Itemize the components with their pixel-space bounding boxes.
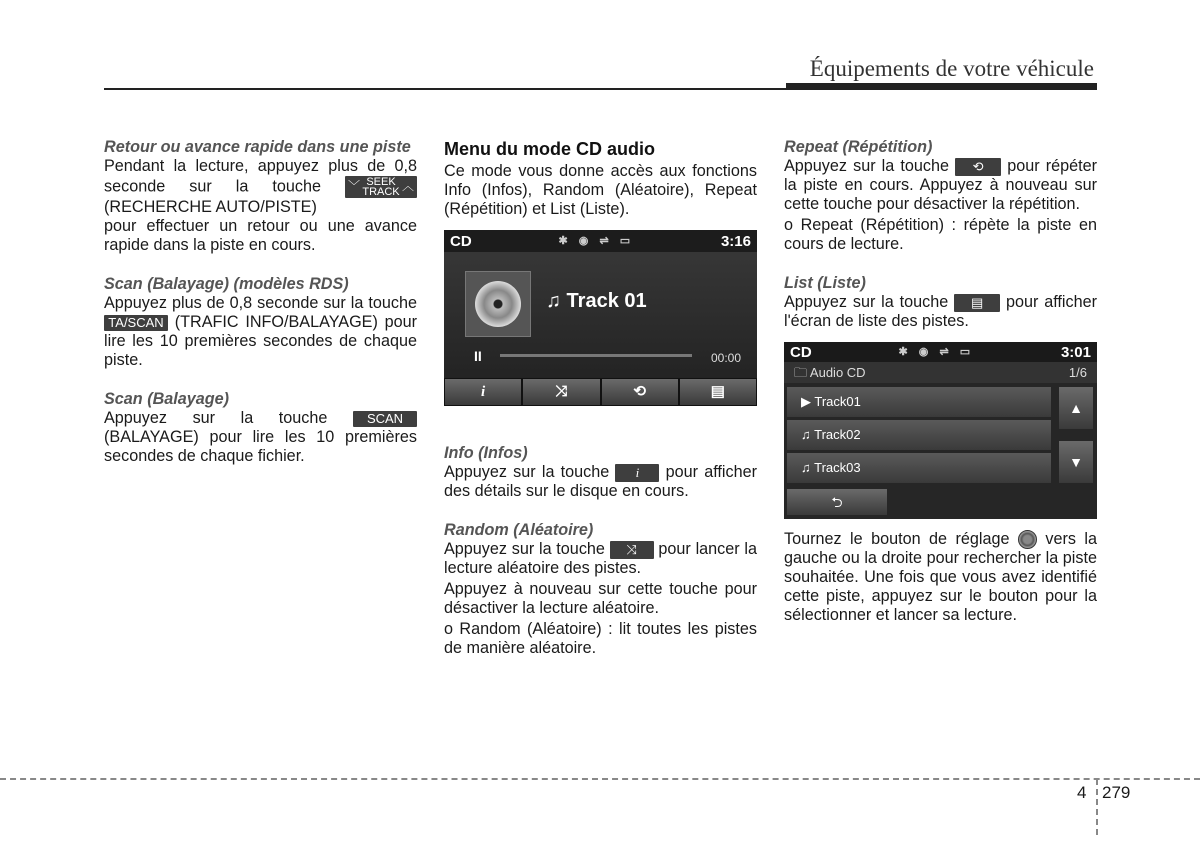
footer-dashed-rule [0, 778, 1200, 780]
chevron-down-icon: ﹀ [348, 179, 361, 193]
repeat-text: Appuyez sur la touche ⟲ pour répéter la piste en cours. Appuyez à nouveau sur cette touche pour désactiver la répétition. [784, 157, 1098, 213]
scroll-down-button[interactable]: ▼ [1059, 441, 1093, 483]
scroll-up-button[interactable]: ▲ [1059, 387, 1093, 429]
repeat-text-c: o Repeat (Répétition) : répète la piste en cours de lecture. [784, 216, 1097, 253]
screen-mode-label: CD [790, 343, 812, 361]
music-note-icon: ♫ [801, 460, 811, 475]
list-text: Appuyez sur la touche ▤ pour afficher l'écran de liste des pistes. [784, 293, 1098, 330]
list-button[interactable]: ▤ [679, 378, 757, 406]
random-text-d: o Random (Aléatoire) : lit toutes les pistes de manière aléatoire. [444, 620, 757, 657]
album-art [465, 271, 531, 337]
repeat-button[interactable]: ⟲ [601, 378, 679, 406]
scan-text: Appuyez sur la touche SCAN (BALAYAGE) pour lire les 10 premières secondes de chaque fichier. [104, 409, 417, 465]
repeat-icon: ⟲ [955, 158, 1001, 176]
progress-bar [500, 354, 692, 357]
cd-player-screen [444, 230, 757, 406]
cd-disc-icon [475, 281, 521, 327]
track-list-screen [784, 342, 1097, 519]
info-text: Appuyez sur la touche i pour afficher des détails sur le disque en cours. [444, 463, 757, 500]
section-title-seek: Retour ou avance rapide dans une piste [104, 138, 411, 156]
scan-button: SCAN [353, 411, 417, 427]
footer-vertical-rule [1096, 779, 1098, 835]
track-title: ♫ Track 01 [546, 290, 647, 312]
page-header-title: Équipements de votre véhicule [809, 56, 1094, 81]
list-icon: ▤ [954, 294, 1000, 312]
knob-text: Tournez le bouton de réglage vers la gauche ou la droite pour rechercher la piste souhaitée. Une fois que vous avez identifié cette piste, appuyez sur le bouton pour la sélectionner et lancer sa lecture. [784, 530, 1098, 625]
status-icons: ✱ ◉ ⇌ ▭ [898, 345, 975, 358]
section-title-random: Random (Aléatoire) [444, 521, 594, 539]
section-title-list: List (Liste) [784, 274, 866, 292]
track-row[interactable]: ♫ Track02 [787, 420, 1051, 450]
section-title-repeat: Repeat (Répétition) [784, 138, 933, 156]
screen-clock: 3:01 [1060, 343, 1091, 361]
column-left [104, 138, 417, 466]
ta-scan-button: TA/SCAN [104, 315, 168, 331]
screen-clock: 3:16 [720, 232, 751, 250]
section-title-info: Info (Infos) [444, 444, 528, 462]
section-title-scan: Scan (Balayage) [104, 390, 230, 408]
seek-text-b: pour effectuer un retour ou une avance rapide dans la piste en cours. [104, 217, 417, 254]
seek-text: Pendant la lecture, appuyez plus de 0,8 seconde sur la touche ﹀ SEEK TRACK ︿ (RECHERCHE AUTO/PISTE) [104, 157, 417, 216]
section-title-scan-rds: Scan (Balayage) (modèles RDS) [104, 275, 349, 293]
elapsed-time: 00:00 [710, 351, 741, 365]
random-text: Appuyez sur la touche ⤨ pour lancer la lecture aléatoire des pistes. [444, 540, 757, 577]
random-text-c: Appuyez à nouveau sur cette touche pour désactiver la lecture aléatoire. [444, 580, 757, 617]
info-icon: i [615, 464, 659, 482]
folder-name: Audio CD [809, 365, 866, 380]
cd-menu-intro: Ce mode vous donne accès aux fonctions Info (Infos), Random (Aléatoire), Repeat (Répétition) et List (Liste). [444, 162, 757, 218]
header-rule-accent [786, 83, 1097, 90]
pause-icon: II [474, 348, 482, 364]
track-row[interactable]: ▶ Track01 [787, 387, 1051, 417]
status-icons: ✱ ◉ ⇌ ▭ [558, 234, 635, 247]
scan-rds-text: Appuyez plus de 0,8 seconde sur la touche TA/SCAN (TRAFIC INFO/BALAYAGE) pour lire les 10 premières secondes de chaque piste. [104, 294, 417, 369]
info-button[interactable]: i [444, 378, 522, 406]
section-title-cd-menu: Menu du mode CD audio [444, 139, 655, 159]
chevron-up-icon: ︿ [401, 179, 414, 193]
column-right [784, 138, 1097, 625]
folder-icon: 🗀 [794, 365, 808, 380]
tune-knob-icon [1018, 530, 1037, 549]
chapter-number: 4 [1077, 783, 1087, 802]
track-row[interactable]: ♫ Track03 [787, 453, 1051, 483]
seek-track-button: ﹀ SEEK TRACK ︿ [345, 176, 417, 198]
screen-mode-label: CD [450, 232, 472, 250]
column-middle [444, 138, 757, 658]
music-note-icon: ♫ [801, 427, 811, 442]
page-number: 279 [1102, 783, 1131, 802]
list-pager: 1/6 [1068, 365, 1087, 380]
back-button[interactable]: ⮌ [787, 489, 887, 515]
random-button[interactable]: ⤨ [522, 378, 600, 406]
play-icon: ▶ [801, 394, 811, 409]
shuffle-icon: ⤨ [610, 541, 654, 559]
